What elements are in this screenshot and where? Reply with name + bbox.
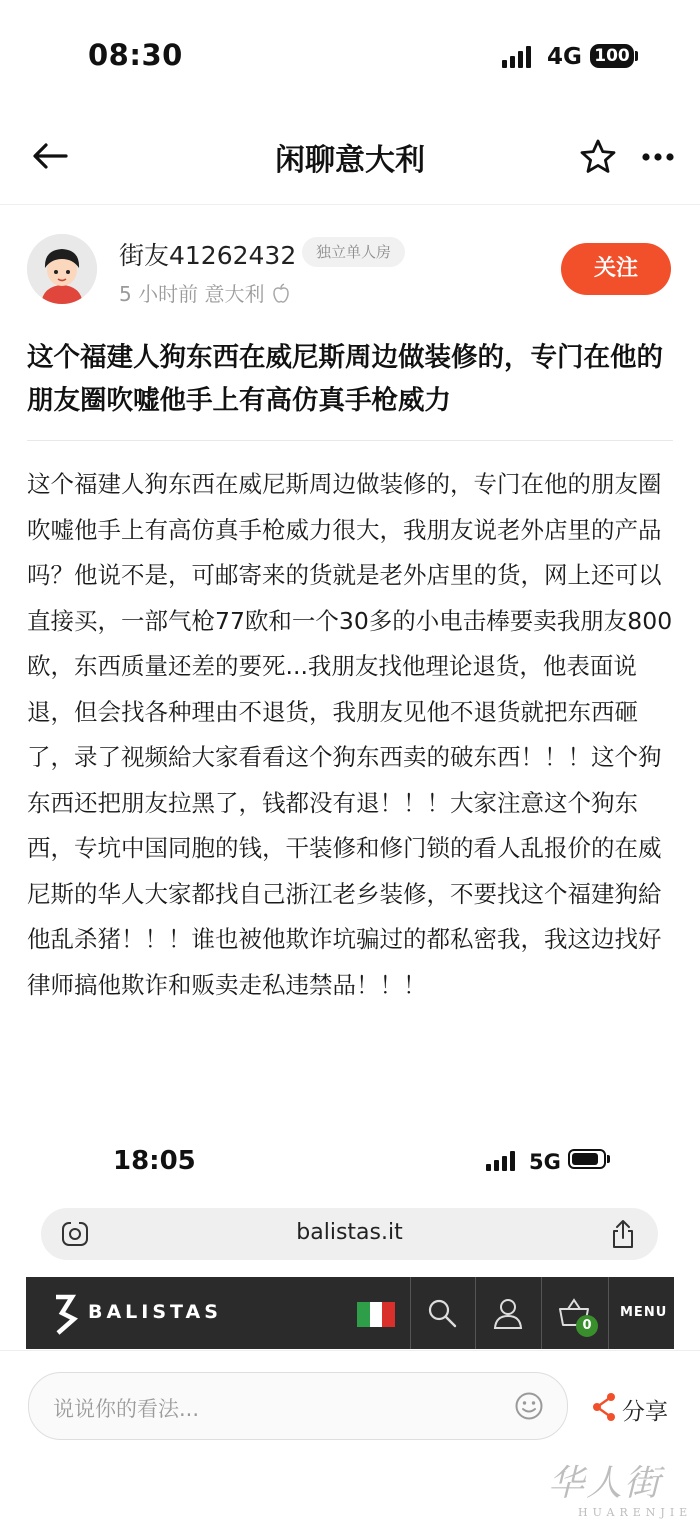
embedded-url-text: balistas.it [296, 1220, 403, 1245]
embedded-network-type: 5G [529, 1150, 561, 1174]
italy-flag [357, 1302, 395, 1327]
more-icon [640, 145, 676, 169]
emoji-icon[interactable] [515, 1392, 543, 1420]
share-icon [592, 1392, 616, 1422]
author-name[interactable]: 街友41262432 [119, 241, 297, 270]
comment-placeholder: 说说你的看法... [53, 1397, 200, 1421]
huarenjie-watermark [548, 1455, 692, 1519]
favorite-button[interactable] [578, 137, 618, 177]
more-button[interactable] [640, 145, 676, 169]
page-title: 闲聊意大利 [275, 143, 425, 178]
header-separator [475, 1277, 476, 1349]
apple-icon [272, 283, 290, 303]
battery-tip [635, 51, 638, 61]
avatar-image [27, 234, 97, 304]
embedded-status-time: 18:05 [113, 1146, 196, 1176]
follow-button[interactable]: 关注 [561, 243, 671, 295]
battery-indicator: 100 [590, 44, 634, 68]
share-label[interactable]: 分享 [622, 1399, 668, 1425]
title-divider [27, 440, 673, 441]
balistas-logo-mark [52, 1293, 78, 1335]
avatar[interactable] [27, 234, 97, 304]
post-meta [119, 278, 290, 307]
post-meta-text: 5 小时前 意大利 [119, 282, 265, 306]
network-type: 4G [547, 44, 582, 70]
embedded-battery-tip [607, 1155, 610, 1163]
search-icon [426, 1297, 458, 1329]
watermark-subtext: HUARENJIE [578, 1506, 693, 1519]
signal-icon [502, 46, 531, 68]
embedded-url-bar[interactable] [41, 1208, 658, 1260]
embedded-signal-icon [486, 1151, 515, 1171]
comment-input[interactable] [28, 1372, 568, 1440]
status-time: 08:30 [88, 38, 183, 72]
watermark-text: 华人街 [548, 1463, 663, 1504]
header-separator [410, 1277, 411, 1349]
embedded-battery-icon [568, 1149, 606, 1169]
embedded-site-header [26, 1277, 674, 1349]
post-body: 这个福建人狗东西在威尼斯周边做装修的，专门在他的朋友圈吹嘘他手上有高仿真手枪威力很大，我朋友说老外店里的产品吗？他说不是，可邮寄来的货就是老外店里的货，网上还可以直接买，一部气枪77欧和一个30多的小电击棒要卖我朋友800欧，东西质量还差的要死...我朋友找他理论退货，他表面说退，但会找各种理由不退货，我朋友见他不退货就把东西砸了，录了视频給大家看看这个狗东西卖的破东西！！！这个狗东西还把朋友拉黑了，钱都没有退！！！大家注意这个狗东西，专坑中国同胞的钱，干装修和修门锁的看人乱报价的在威尼斯的华人大家都找自己浙江老乡装修，不要找这个福建狗給他乱杀猪！！！谁也被他欺诈坑骗过的都私密我，我这边找好律师搞他欺诈和贩卖走私违禁品！！！ [27, 470, 673, 999]
share-upload-icon [611, 1219, 635, 1249]
header-separator [608, 1277, 609, 1349]
nav-divider [0, 204, 700, 205]
author-badge: 独立单人房 [302, 237, 405, 267]
header-separator [541, 1277, 542, 1349]
star-icon [578, 137, 618, 177]
post-title: 这个福建人狗东西在威尼斯周边做装修的，专门在他的朋友圈吹嘘他手上有高仿真手枪威力 [27, 342, 663, 416]
menu-label: MENU [620, 1305, 668, 1320]
cart-count-badge: 0 [576, 1315, 598, 1337]
balistas-logo-text: BALISTAS [88, 1301, 222, 1323]
user-icon [492, 1296, 524, 1330]
